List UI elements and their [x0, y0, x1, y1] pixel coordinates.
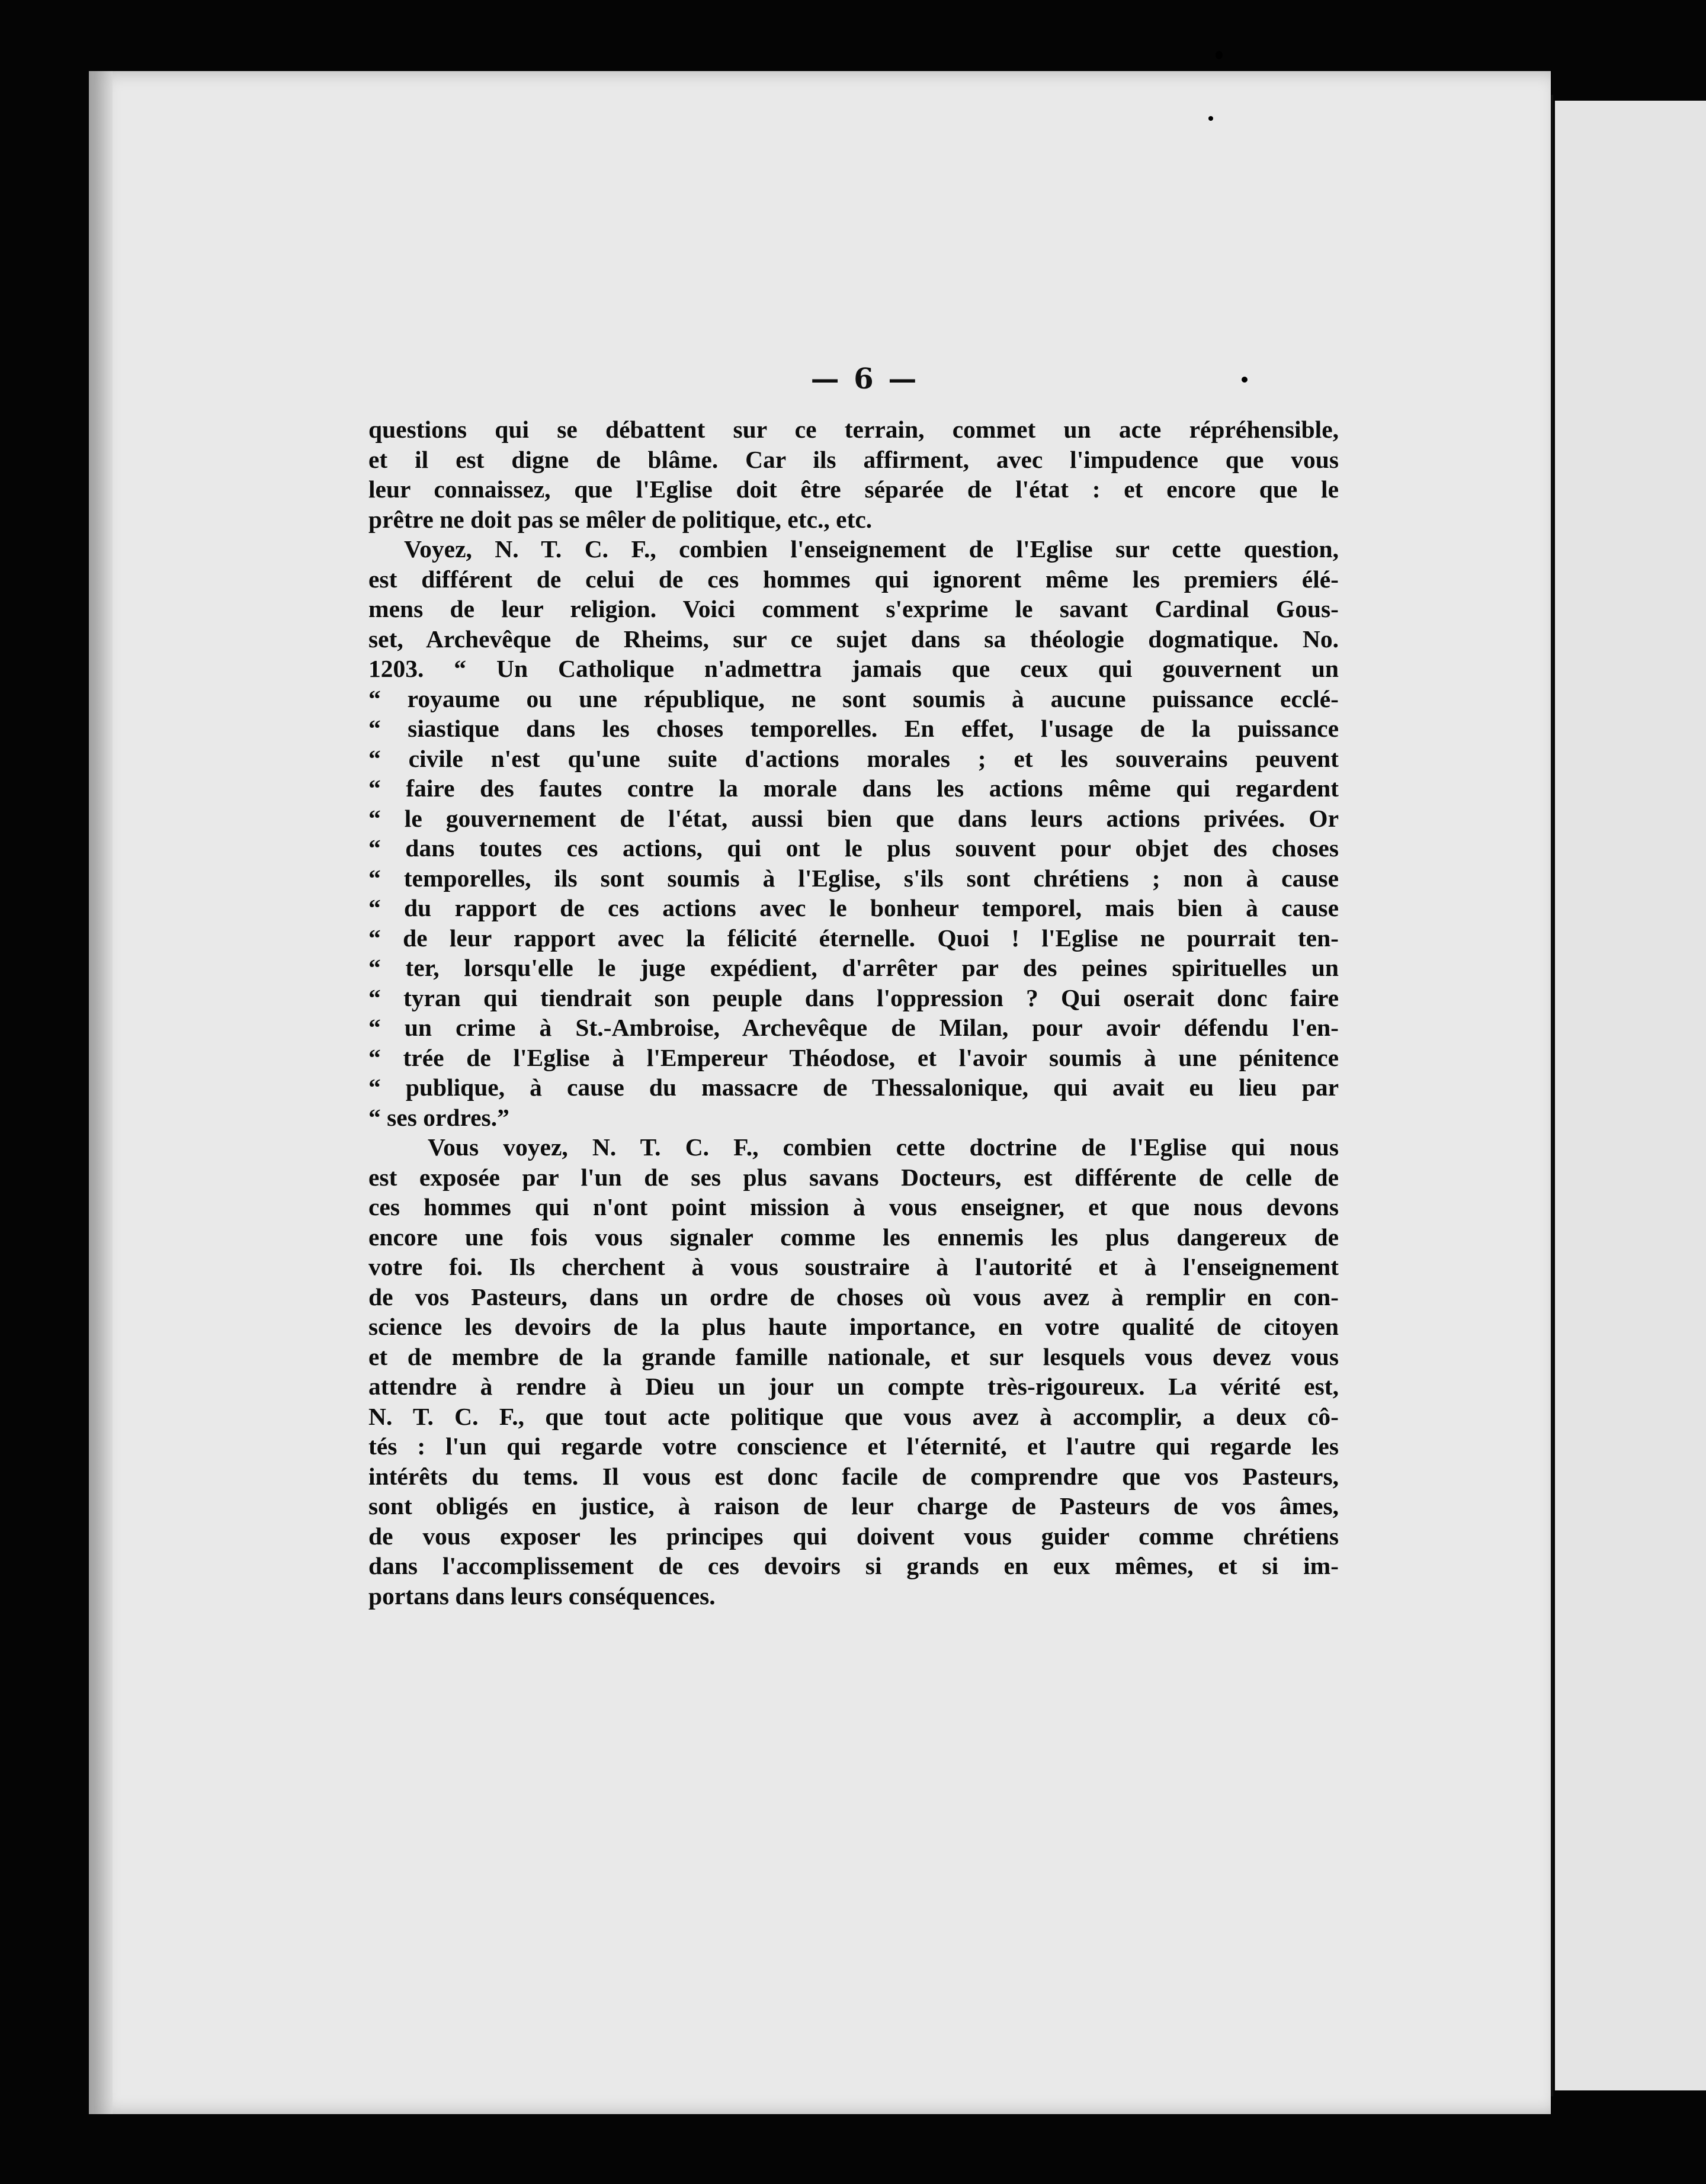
text-line: attendre à rendre à Dieu un jour un compte très-rigoureux. La vérité est, — [368, 1373, 1339, 1400]
text-line: portans dans leurs conséquences. — [368, 1582, 716, 1610]
text-line: “ le gouvernement de l'état, aussi bien que dans leurs actions privées. Or — [368, 804, 1339, 832]
text-line: “ ter, lorsqu'elle le juge expédient, d'arrêter par des peines spirituelles un — [368, 954, 1339, 981]
text-line: science les devoirs de la plus haute importance, en votre qualité de citoyen — [368, 1313, 1339, 1340]
text-line: encore une fois vous signaler comme les ennemis les plus dangereux de — [368, 1223, 1339, 1251]
text-line: mens de leur religion. Voici comment s'exprime le savant Cardinal Gous- — [368, 595, 1339, 622]
text-line: “ trée de l'Eglise à l'Empereur Théodose, et l'avoir soumis à une pénitence — [368, 1043, 1339, 1071]
text-line: Vous voyez, N. T. C. F., combien cette doctrine de l'Eglise qui nous — [428, 1133, 1339, 1161]
page-left-shadow — [89, 71, 113, 2114]
text-line: ces hommes qui n'ont point mission à vous enseigner, et que nous devons — [368, 1193, 1339, 1221]
text-line: “ tyran qui tiendrait son peuple dans l'oppression ? Qui oserait donc faire — [368, 984, 1339, 1011]
paragraph — [368, 415, 1339, 534]
text-line: sont obligés en justice, à raison de leur charge de Pasteurs de vos âmes, — [368, 1492, 1339, 1520]
text-line: “ civile n'est qu'une suite d'actions morales ; et les souverains peuvent — [368, 744, 1339, 772]
text-line: de vos Pasteurs, dans un ordre de choses où vous avez à remplir en con- — [368, 1283, 1339, 1311]
scan-speck — [1242, 377, 1248, 383]
text-line: dans l'accomplissement de ces devoirs si grands en eux mêmes, et si im- — [368, 1552, 1339, 1579]
text-line: “ ses ordres.” — [368, 1103, 509, 1131]
text-line: 1203. “ Un Catholique n'admettra jamais que ceux qui gouvernent un — [368, 655, 1339, 682]
scan-speck — [1216, 51, 1223, 59]
text-line: leur connaissez, que l'Eglise doit être séparée de l'état : et encore que le — [368, 476, 1339, 503]
text-line: questions qui se débattent sur ce terrain, commet un acte répréhensible, — [368, 416, 1339, 443]
text-line: de vous exposer les principes qui doivent vous guider comme chrétiens — [368, 1522, 1339, 1550]
body-text — [368, 415, 1339, 1611]
text-line: “ dans toutes ces actions, qui ont le plus souvent pour objet des choses — [368, 834, 1339, 862]
text-line: intérêts du tems. Il vous est donc facile de comprendre que vos Pasteurs, — [368, 1462, 1339, 1490]
page-number: — 6 — — [810, 362, 919, 396]
text-line: “ faire des fautes contre la morale dans les actions même qui regardent — [368, 775, 1339, 802]
paragraph — [368, 1132, 1339, 1611]
text-line: et il est digne de blâme. Car ils affirment, avec l'impudence que vous — [368, 445, 1339, 473]
facing-page-edge — [1555, 101, 1706, 2090]
text-line: “ du rapport de ces actions avec le bonheur temporel, mais bien à cause — [368, 894, 1339, 921]
text-line: N. T. C. F., que tout acte politique que vous avez à accomplir, a deux cô- — [368, 1402, 1339, 1430]
scan-speck — [1208, 116, 1213, 121]
text-line: “ publique, à cause du massacre de Thessalonique, qui avait eu lieu par — [368, 1074, 1339, 1101]
text-line: et de membre de la grande famille nationale, et sur lesquels vous devez vous — [368, 1342, 1339, 1370]
text-line: prêtre ne doit pas se mêler de politique, etc., etc. — [368, 505, 873, 533]
text-line: “ de leur rapport avec la félicité éternelle. Quoi ! l'Eglise ne pourrait ten- — [368, 924, 1339, 952]
text-line: tés : l'un qui regarde votre conscience et l'éternité, et l'autre qui regarde les — [368, 1433, 1339, 1460]
text-line: “ royaume ou une république, ne sont soumis à aucune puissance ecclé- — [368, 685, 1339, 712]
text-line: Voyez, N. T. C. F., combien l'enseignement de l'Eglise sur cette question, — [404, 535, 1339, 563]
text-line: “ temporelles, ils sont soumis à l'Eglise, s'ils sont chrétiens ; non à cause — [368, 864, 1339, 892]
text-line: set, Archevêque de Rheims, sur ce sujet dans sa théologie dogmatique. No. — [368, 625, 1339, 653]
text-line: votre foi. Ils cherchent à vous soustraire à l'autorité et à l'enseignement — [368, 1253, 1339, 1280]
text-line: “ siastique dans les choses temporelles. En effet, l'usage de la puissance — [368, 715, 1339, 742]
text-line: est exposée par l'un de ses plus savans Docteurs, est différente de celle de — [368, 1163, 1339, 1191]
paragraph — [368, 534, 1339, 1132]
text-line: est différent de celui de ces hommes qui ignorent même les premiers élé- — [368, 565, 1339, 593]
text-line: “ un crime à St.-Ambroise, Archevêque de Milan, pour avoir défendu l'en- — [368, 1014, 1339, 1041]
